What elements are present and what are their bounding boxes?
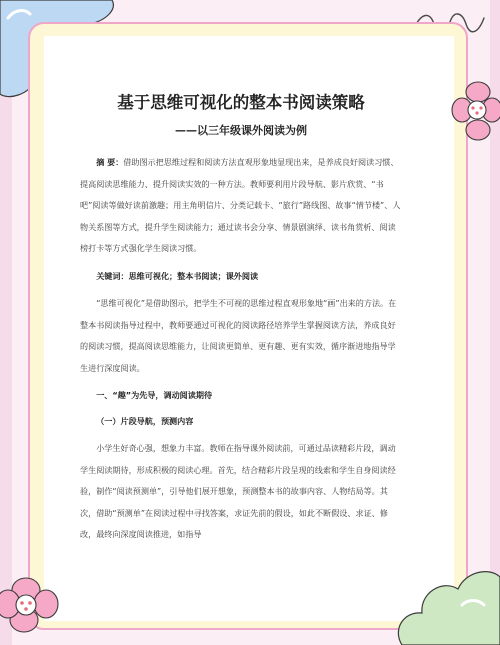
- document-content: [80, 92, 402, 546]
- body-paragraph: 小学生好奇心强，想象力丰富。教师在指导课外阅读前，可通过品读精彩片段，调动学生阅读期待，形成积极的阅读心理。首先，结合精彩片段呈现的线索和学生自身阅读经验，制作“阅读预测单”，引导他们展开想象，预测整本书的故事内容、人物结局等。其次，借助“预测单”在阅读过程中寻找答案，求证先前的假设，如此不断假设、求证、修改，最终向深度阅读推进，如指导: [80, 443, 396, 539]
- document-subtitle: ——以三年级课外阅读为例: [175, 124, 307, 137]
- subsection-heading: （一）片段导航，预测内容: [96, 415, 194, 426]
- intro-paragraph: “思维可视化”是借助图示，把学生不可视的思维过程直观形象地“画”出来的方法。在整本书阅读指导过程中，教师要通过可视化的阅读路径培养学生掌握阅读方法，养成良好的阅读习惯，提高阅读思维能力，让阅读更简单、更有趣、更有实效，循序渐进地指导学生进行深度阅读。: [80, 298, 397, 373]
- green-blob-icon: [392, 565, 500, 645]
- keywords-text: 思维可视化；整本书阅读；课外阅读: [128, 270, 259, 281]
- keywords-label: 关键词：: [96, 270, 129, 281]
- abstract-label: 摘 要：: [96, 157, 124, 167]
- abstract-paragraph: [80, 152, 402, 260]
- section-heading: 一、“趣”为先导，调动阅读期待: [96, 390, 213, 400]
- abstract-text: 借助图示把思维过程和阅读方法直观形象地显现出来，是养成良好阅读习惯、提高阅读思维能力、提升阅读实效的一种方法。教师要利用片段导航、影片欣赏、“书吧”阅读等做好读前激趣；用主角明信片、分类记载卡、“旅行”路线图、故事“情节楼”、人物关系图等方式，提升学生阅读能力；通过读书会分享、情景剧演绎、读书角赏析、阅读榜打卡等方式强化学生阅读习惯。: [80, 157, 401, 253]
- keywords-line: [80, 266, 402, 288]
- flower-icon: [0, 560, 70, 645]
- document-title: 基于思维可视化的整本书阅读策略: [117, 93, 365, 112]
- flower-icon: [448, 80, 500, 150]
